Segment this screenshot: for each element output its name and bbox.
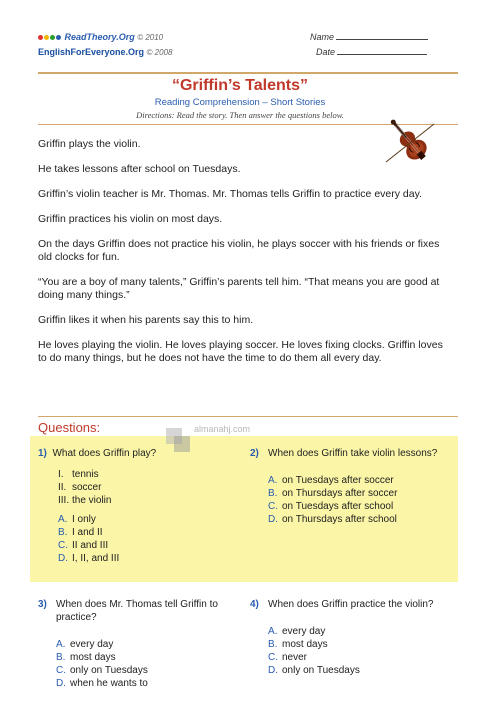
name-line	[336, 39, 428, 40]
answer-option-c[interactable]: C. never	[268, 652, 308, 663]
answer-option-b[interactable]: B. most days	[56, 652, 116, 663]
story-paragraph: Griffin’s violin teacher is Mr. Thomas. Mr. Thomas tells Griffin to practice every day.	[38, 188, 422, 200]
story-paragraph: He loves playing the violin. He loves playing soccer. He loves fixing clocks. Griffin loves to do many things, but he does not have the time to do them all every day.	[38, 339, 443, 364]
englishforeveryone-brand	[38, 47, 172, 57]
question-2	[250, 447, 450, 526]
roman-item: I. tennis	[58, 469, 99, 480]
answer-option-a[interactable]: A. on Tuesdays after soccer	[268, 475, 394, 486]
answer-option-d[interactable]: D. only on Tuesdays	[268, 665, 360, 676]
answer-option-b[interactable]: B. most days	[268, 639, 328, 650]
story-paragraph: Griffin plays the violin.	[38, 138, 141, 150]
englishforeveryone-copyright: © 2008	[146, 48, 173, 57]
question-number: 4)	[250, 599, 259, 610]
story-paragraph: Griffin practices his violin on most days.	[38, 213, 223, 225]
answer-option-b[interactable]: B. on Thursdays after soccer	[268, 488, 398, 499]
question-number: 1)	[38, 448, 47, 459]
worksheet-header	[38, 30, 458, 64]
worksheet-title: “Griffin’s Talents”	[171, 77, 308, 94]
story-paragraph: Griffin likes it when his parents say this to him.	[38, 314, 254, 326]
question-text: When does Griffin take violin lessons?	[268, 448, 438, 459]
question-text: When does Mr. Thomas tell Griffin to practice?	[56, 599, 218, 623]
answer-option-c[interactable]: C. II and III	[58, 540, 109, 551]
answer-option-c[interactable]: C. only on Tuesdays	[56, 665, 148, 676]
title-top-rule	[38, 72, 458, 74]
answer-option-a[interactable]: A. every day	[268, 626, 326, 637]
readtheory-copyright: © 2010	[137, 33, 164, 42]
readtheory-brand	[38, 32, 163, 42]
story-text	[38, 138, 450, 377]
worksheet-subtitle: Reading Comprehension – Short Stories	[154, 97, 326, 108]
brand-dots-icon	[38, 32, 62, 42]
answer-option-d[interactable]: D. on Thursdays after school	[268, 514, 397, 525]
answer-option-d[interactable]: D. I, II, and III	[58, 553, 120, 564]
question-number: 3)	[38, 599, 47, 610]
watermark-text: almanahj.com	[194, 424, 251, 434]
answer-option-a[interactable]: A. I only	[58, 514, 96, 525]
directions: Directions: Read the story. Then answer the questions below.	[136, 110, 344, 120]
roman-item: II. soccer	[58, 482, 102, 493]
question-text: What does Griffin play?	[52, 448, 157, 459]
question-4	[250, 598, 450, 677]
name-date-fields	[310, 32, 450, 62]
readtheory-name: ReadTheory.Org	[64, 32, 135, 42]
date-field[interactable]	[310, 47, 450, 62]
question-number: 2)	[250, 448, 259, 459]
answer-option-d[interactable]: D. when he wants to	[56, 678, 148, 689]
answer-option-c[interactable]: C. on Tuesdays after school	[268, 501, 394, 512]
question-3	[38, 598, 228, 690]
story-paragraph: He takes lessons after school on Tuesdays.	[38, 163, 241, 175]
roman-item: III. the violin	[58, 495, 112, 506]
story-paragraph: On the days Griffin does not practice his violin, he plays soccer with his friends or fixes old clocks for fun.	[38, 238, 440, 263]
questions-label: Questions:	[38, 420, 101, 435]
date-label: Date	[316, 47, 336, 57]
question-1	[38, 447, 218, 565]
question-text: When does Griffin practice the violin?	[268, 599, 434, 610]
date-line	[337, 54, 427, 55]
englishforeveryone-name: EnglishForEveryone.Org	[38, 47, 145, 57]
name-field[interactable]	[310, 32, 450, 47]
answer-option-b[interactable]: B. I and II	[58, 527, 103, 538]
name-label: Name	[310, 32, 335, 42]
story-paragraph: “You are a boy of many talents,” Griffin’s parents tell him. “That means you are good at doing many things.”	[38, 276, 440, 301]
answer-option-a[interactable]: A. every day	[56, 639, 114, 650]
